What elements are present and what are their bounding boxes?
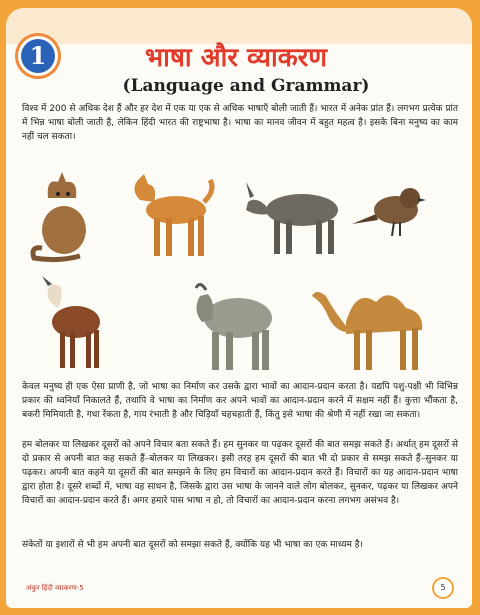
cow-illustration: [182, 274, 282, 374]
camel-illustration: [306, 278, 438, 374]
dog-illustration: [118, 170, 218, 262]
chapter-subtitle: (Language and Grammar): [122, 76, 370, 96]
chapter-badge: [14, 32, 62, 80]
cat-illustration: [28, 168, 98, 263]
book-title-footer: अंकुर हिंदी व्याकरण-5: [26, 584, 84, 592]
paragraph-animals: केवल मनुष्य ही एक ऐसा प्राणी है, जो भाषा का निर्माण कर उसके द्वारा भावों का आदान-प्रदान करता है। यद्यपि पशु-पक्षी भी विभिन्न प्रकार की ध्वनियाँ निकालते हैं, तथापि वे भाषा का निर्माण कर अपने भावों का आदान-प्रदान करने में सक्षम नहीं हैं। कुत्ता भौंकता है, बकरी मिमियाती है, गधा रेंकता है, गाय रंभाती है और चिड़ियाँ चहचहाती हैं, किंतु इसे भाषा की श्रेणी में नहीं रखा जा सकता।: [22, 382, 458, 420]
sparrow-illustration: [350, 180, 430, 244]
donkey-illustration: [242, 176, 352, 258]
paragraph-intro: विश्व में 200 से अधिक देश हैं और हर देश में एक या एक से अधिक भाषाएँ बोली जाती हैं। भारत में अनेक प्रांत हैं। लगभग प्रत्येक प्रांत में भिन्न भाषा बोली जाती है, लेकिन हिंदी भारत की राष्ट्रभाषा है। भाषा का मानव जीवन में बहुत महत्व है। इसके बिना मनुष्य का काम नहीं चल सकता।: [22, 104, 458, 142]
page-number: 5: [432, 577, 454, 599]
chapter-title: भाषा और व्याकरण: [144, 43, 328, 73]
paragraph-signals: संकेतों या इशारों से भी हम अपनी बात दूसरों को समझा सकते हैं, क्योंकि यह भी भाषा का एक माध्यम है।: [22, 540, 363, 550]
goat-illustration: [36, 272, 106, 372]
paragraph-exchange: हम बोलकर या लिखकर दूसरों को अपने विचार बता सकते हैं। हम सुनकर या पढ़कर दूसरों की बात समझ सकते हैं। अर्थात् हम दूसरों से दो प्रकार से अपनी बात कह सकते हैं–बोलकर या लिखकर। इसी तरह हम दूसरों की बात भी दो प्रकार से समझ सकते हैं–सुनकर या पढ़कर। अपनी बात कहने या दूसरों की बात समझने के लिए हम विचारों का आदान-प्रदान करते हैं। विचारों का यह आदान-प्रदान भाषा द्वारा होता है। दूसरे शब्दों में, भाषा वह साधन है, जिसके द्वारा उस भाषा के जानने वाले लोग बोलकर, सुनकर, पढ़कर या लिखकर अपने विचारों का आदान-प्रदान करते हैं। अगर हमारे पास भाषा न हो, तो विचारों का आदान-प्रदान करना लगभग असंभव है।: [22, 440, 458, 506]
page: [6, 8, 472, 608]
chapter-number: 1: [29, 41, 47, 70]
